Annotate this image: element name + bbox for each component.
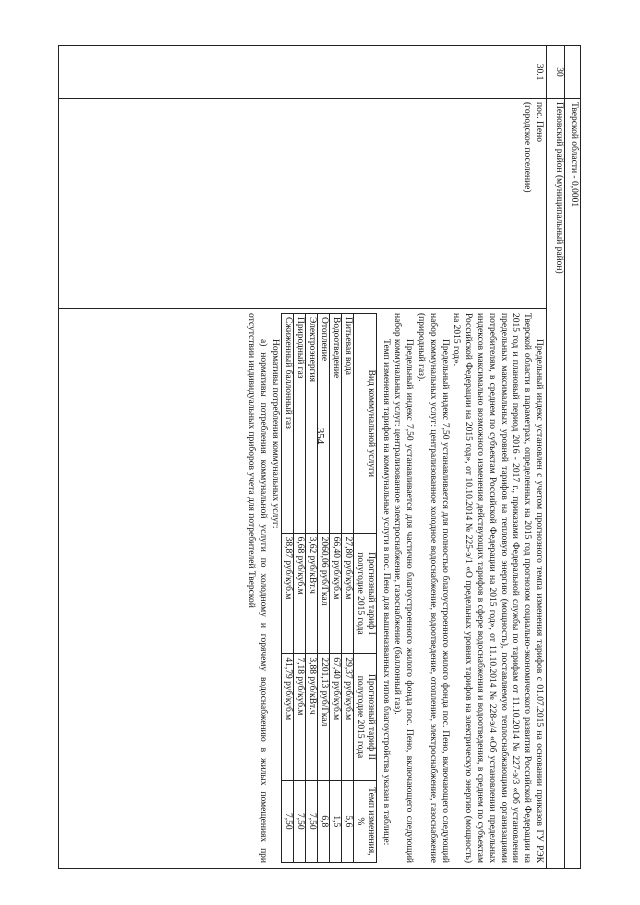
table-row xyxy=(329,314,341,863)
change-rate: 7,50 xyxy=(281,780,293,862)
tariff-h1: 66,40 руб/куб.м xyxy=(329,533,341,654)
service-name: Питьевая вода xyxy=(341,314,353,534)
tariff-h1: 6,68 руб/куб.м xyxy=(293,533,305,654)
tariff-h1: 2060,06 руб/Гкал xyxy=(317,533,329,654)
table-row xyxy=(317,314,329,863)
change-rate: 5,6 xyxy=(341,780,353,862)
change-rate: 1,5 xyxy=(329,780,341,862)
settlement-name: пос. Пено xyxy=(534,102,544,142)
change-rate: 6,8 xyxy=(317,780,329,862)
tariff-h1: 27,80 руб/куб.м xyxy=(341,533,353,654)
service-name: Сжиженный баллонный газ xyxy=(281,314,293,534)
paragraph-basis: Предельный индекс установлен с учетом прогнозного темпа изменения тарифов с 01.07.2015 на основании приказов ГУ РЭК Тверской области в параметрах, определенных на 2015 год прогнозом социально-экономического развития Российской Федерации на 2015 год и плановый период 2016 - 2017 г., приказами Федеральной службы по тарифам от 11.10.2014 № 227-э/3 «Об установлении предельных максимальных уровней тарифов на тепловую энергию (мощность), поставляемую теплоснабжающими организациями потребителям, в среднем по субъектам Российской Федерации на 2015 год», от 11.10.2014 № 228-э/4 «Об установлении предельных индексов максимально возможного изменения действующих тарифов в сфере водоснабжения и водоотведения, в среднем по субъектам Российской Федерации на 2015 год», от 10.10.2014 № 225-э/1 «О предельных уровнях тарифов на электрическую энергию (мощность) на 2015 год». xyxy=(451,313,544,863)
table-row xyxy=(305,314,317,863)
tariff-h2: 29,37 руб/куб.м xyxy=(341,654,353,780)
tariff-h2: 7,18 руб/куб.м xyxy=(293,654,305,780)
service-name: Электроэнергия xyxy=(305,314,317,534)
tariff-h2: 2201,13 руб/Гкал xyxy=(317,654,329,780)
main-table xyxy=(58,45,581,869)
tariff-header-row xyxy=(353,314,376,863)
region-value: Тверской области - 0,0001 xyxy=(569,102,579,208)
service-name: Природный газ xyxy=(293,314,305,534)
settlement-cell xyxy=(505,98,545,308)
paragraph-partial-housing: Предельный индекс 7,50 устанавливается для частично благоустроенного жилого фонда пос. Пено, включающего следующий набор коммунальных услуг: централизованное электроснабжение, газоснабжение (баллонный газ). xyxy=(392,313,415,863)
column-divider xyxy=(59,98,580,99)
change-rate: 7,50 xyxy=(305,780,317,862)
tariff-h1: 3,62 руб/кВт.ч xyxy=(305,533,317,654)
paragraph-table-intro: Темп изменения тарифов на коммунальные услуги в пос. Пено для вышеназванных типов благоустройства указан в таблице: xyxy=(380,339,391,846)
district-number: 30 xyxy=(554,67,564,77)
tariff-table xyxy=(281,313,377,863)
table-row xyxy=(293,314,305,863)
tariff-h1: 38,87 руб/куб.м xyxy=(281,533,293,654)
col-header-service: Вид коммунальной услуги xyxy=(353,314,376,534)
table-row xyxy=(281,314,293,863)
entry-number: 30.1 xyxy=(534,63,544,81)
tariff-h2: 41,79 руб/куб.м xyxy=(281,654,293,780)
norms-heading: Нормативы потребления коммунальных услуг: xyxy=(269,339,280,529)
rotated-table-area xyxy=(58,45,581,869)
service-name: Водоотведение xyxy=(329,314,341,534)
settlement-type: (городское поселение) xyxy=(522,102,533,193)
change-rate: 7,50 xyxy=(293,780,305,862)
table-row xyxy=(341,314,353,863)
tariff-h2: 3,88 руб/кВт.ч xyxy=(305,654,317,780)
tariff-h2: 67,40 руб/куб.м xyxy=(329,654,341,780)
page-number: 354 xyxy=(314,427,326,445)
service-name: Отопление xyxy=(317,314,329,534)
col-header-h2: Прогнозный тариф II полугодие 2015 года xyxy=(353,654,376,780)
entry-content xyxy=(59,308,545,868)
district-name: Пеновский район (муниципальный район) xyxy=(554,102,564,274)
col-header-h1: Прогнозный тариф I полугодие 2015 года xyxy=(353,533,376,654)
col-header-rate: Темп изменения, % xyxy=(353,780,376,862)
norms-item-a: а) нормативы потребления коммунальной услуги по холодному и горячему водоснабжению в жилых помещениях при отсутствии индивидуальных приборов учета для потребителей Тверской xyxy=(246,313,269,863)
paragraph-full-housing: Предельный индекс 7,50 устанавливается для полностью благоустроенного жилого фонда пос. Пено, включающего следующий набор коммунальных услуг: централизованное холодное водоснабжение, водоотведение, отопление, электроснабжение, газоснабжение (природный газ). xyxy=(416,313,450,863)
